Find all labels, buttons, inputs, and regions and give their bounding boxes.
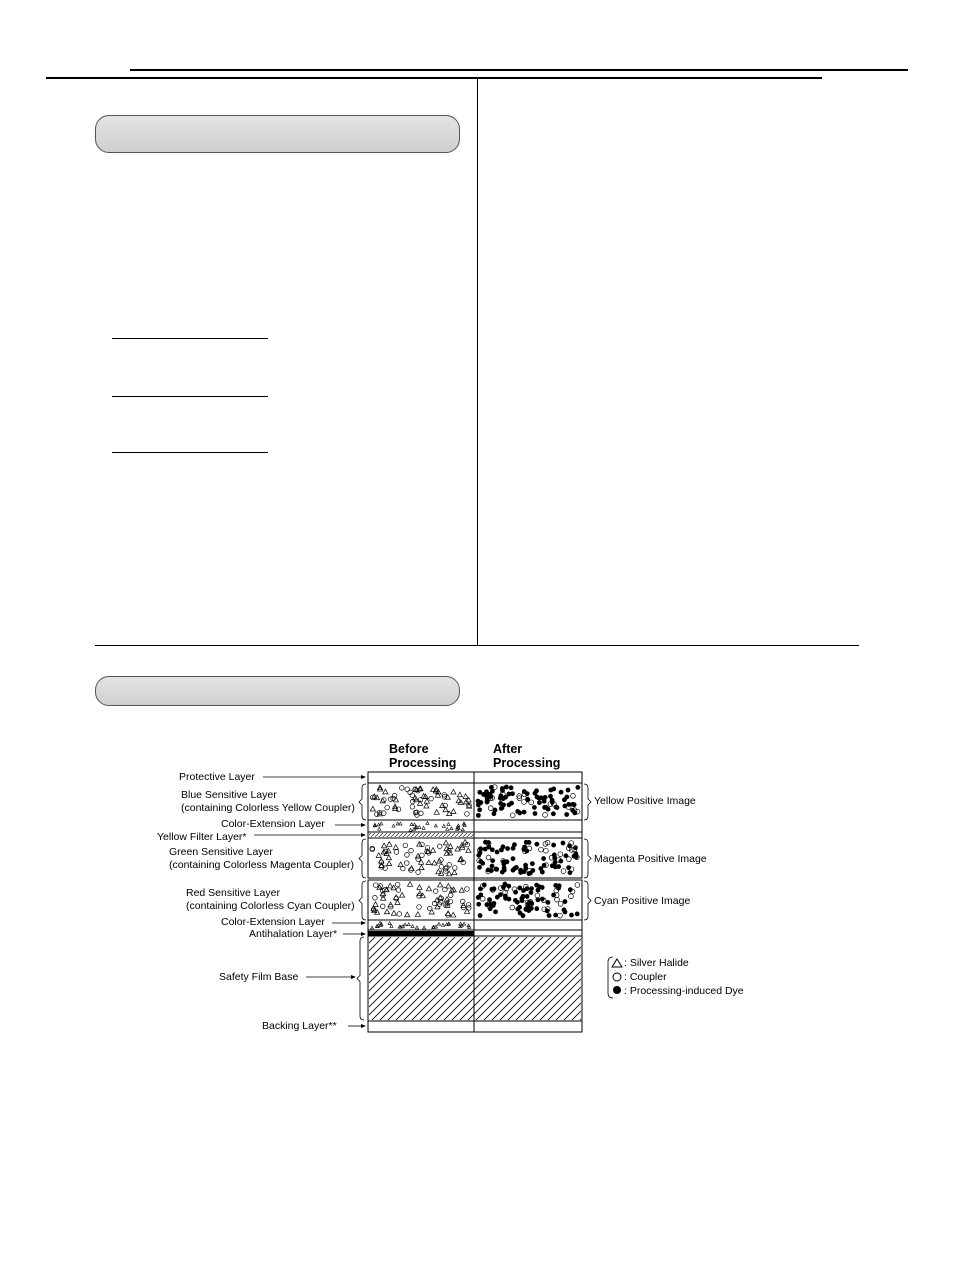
label-red-sensitive-layer: Red Sensitive Layer	[186, 887, 280, 899]
green-before-particles	[370, 839, 471, 875]
brace-base	[357, 937, 364, 1020]
label-safety-film-base: Safety Film Base	[219, 971, 299, 983]
yellow-filter-hatch	[369, 833, 474, 837]
filled-circle-icon	[613, 986, 621, 994]
label-cyan-positive-image: Cyan Positive Image	[594, 895, 691, 907]
triangle-icon	[612, 959, 622, 967]
leader-color-ext-2-head	[361, 921, 366, 925]
legend-silver-halide: : Silver Halide	[624, 957, 689, 969]
color-ext-2-particles	[370, 921, 470, 929]
column-header-after-line2: Processing	[493, 756, 561, 770]
red-before-particles	[371, 882, 471, 918]
column-header-before	[389, 742, 456, 770]
legend-coupler: : Coupler	[624, 971, 667, 983]
legend-processing-induced-dye: : Processing-induced Dye	[624, 985, 744, 997]
brace-red	[359, 881, 366, 920]
leader-yellow-filter-head	[361, 833, 366, 837]
label-green-sensitive-layer: Green Sensitive Layer	[169, 846, 273, 858]
base-hatch	[369, 937, 581, 1020]
label-yellow-positive-image: Yellow Positive Image	[594, 795, 696, 807]
open-circle-icon	[613, 973, 621, 981]
label-color-extension-layer-2: Color-Extension Layer	[221, 916, 325, 928]
brace-yellow-image	[584, 784, 591, 820]
antihalation-fill	[368, 931, 474, 936]
brace-green	[359, 839, 366, 878]
label-backing-layer: Backing Layer**	[262, 1020, 337, 1032]
protective-layer-band	[368, 772, 582, 783]
color-extension-layer-1-band	[368, 820, 582, 832]
brace-magenta-image	[584, 839, 591, 878]
backing-layer-band	[368, 1021, 582, 1032]
leader-backing-head	[361, 1024, 366, 1028]
green-after-particles	[476, 840, 579, 876]
blue-after-particles	[476, 785, 581, 818]
blue-before-particles	[370, 785, 471, 817]
label-antihalation-layer: Antihalation Layer*	[249, 928, 338, 940]
label-yellow-filter-layer: Yellow Filter Layer*	[157, 831, 247, 843]
column-header-after	[493, 742, 560, 770]
red-after-particles	[476, 882, 580, 918]
leader-safety-base-head	[351, 975, 356, 979]
brace-blue	[359, 784, 366, 820]
leader-antihalation-head	[361, 932, 366, 936]
color-ext-1-particles	[373, 822, 466, 832]
label-blue-sensitive-coupler: (containing Colorless Yellow Coupler)	[181, 802, 355, 814]
brace-cyan-image	[584, 881, 591, 920]
label-magenta-positive-image: Magenta Positive Image	[594, 853, 707, 865]
label-color-extension-layer-1: Color-Extension Layer	[221, 818, 325, 830]
leader-protective-head	[361, 775, 366, 779]
label-protective-layer: Protective Layer	[179, 771, 255, 783]
column-header-after-line1: After	[493, 742, 523, 756]
leader-color-ext-1-head	[361, 823, 366, 827]
label-blue-sensitive-layer: Blue Sensitive Layer	[181, 789, 277, 801]
legend-symbols	[611, 957, 625, 1001]
column-header-before-line2: Processing	[389, 756, 457, 770]
label-green-sensitive-coupler: (containing Colorless Magenta Coupler)	[169, 859, 355, 871]
label-red-sensitive-coupler: (containing Colorless Cyan Coupler)	[186, 900, 355, 912]
column-header-before-line1: Before	[389, 742, 429, 756]
